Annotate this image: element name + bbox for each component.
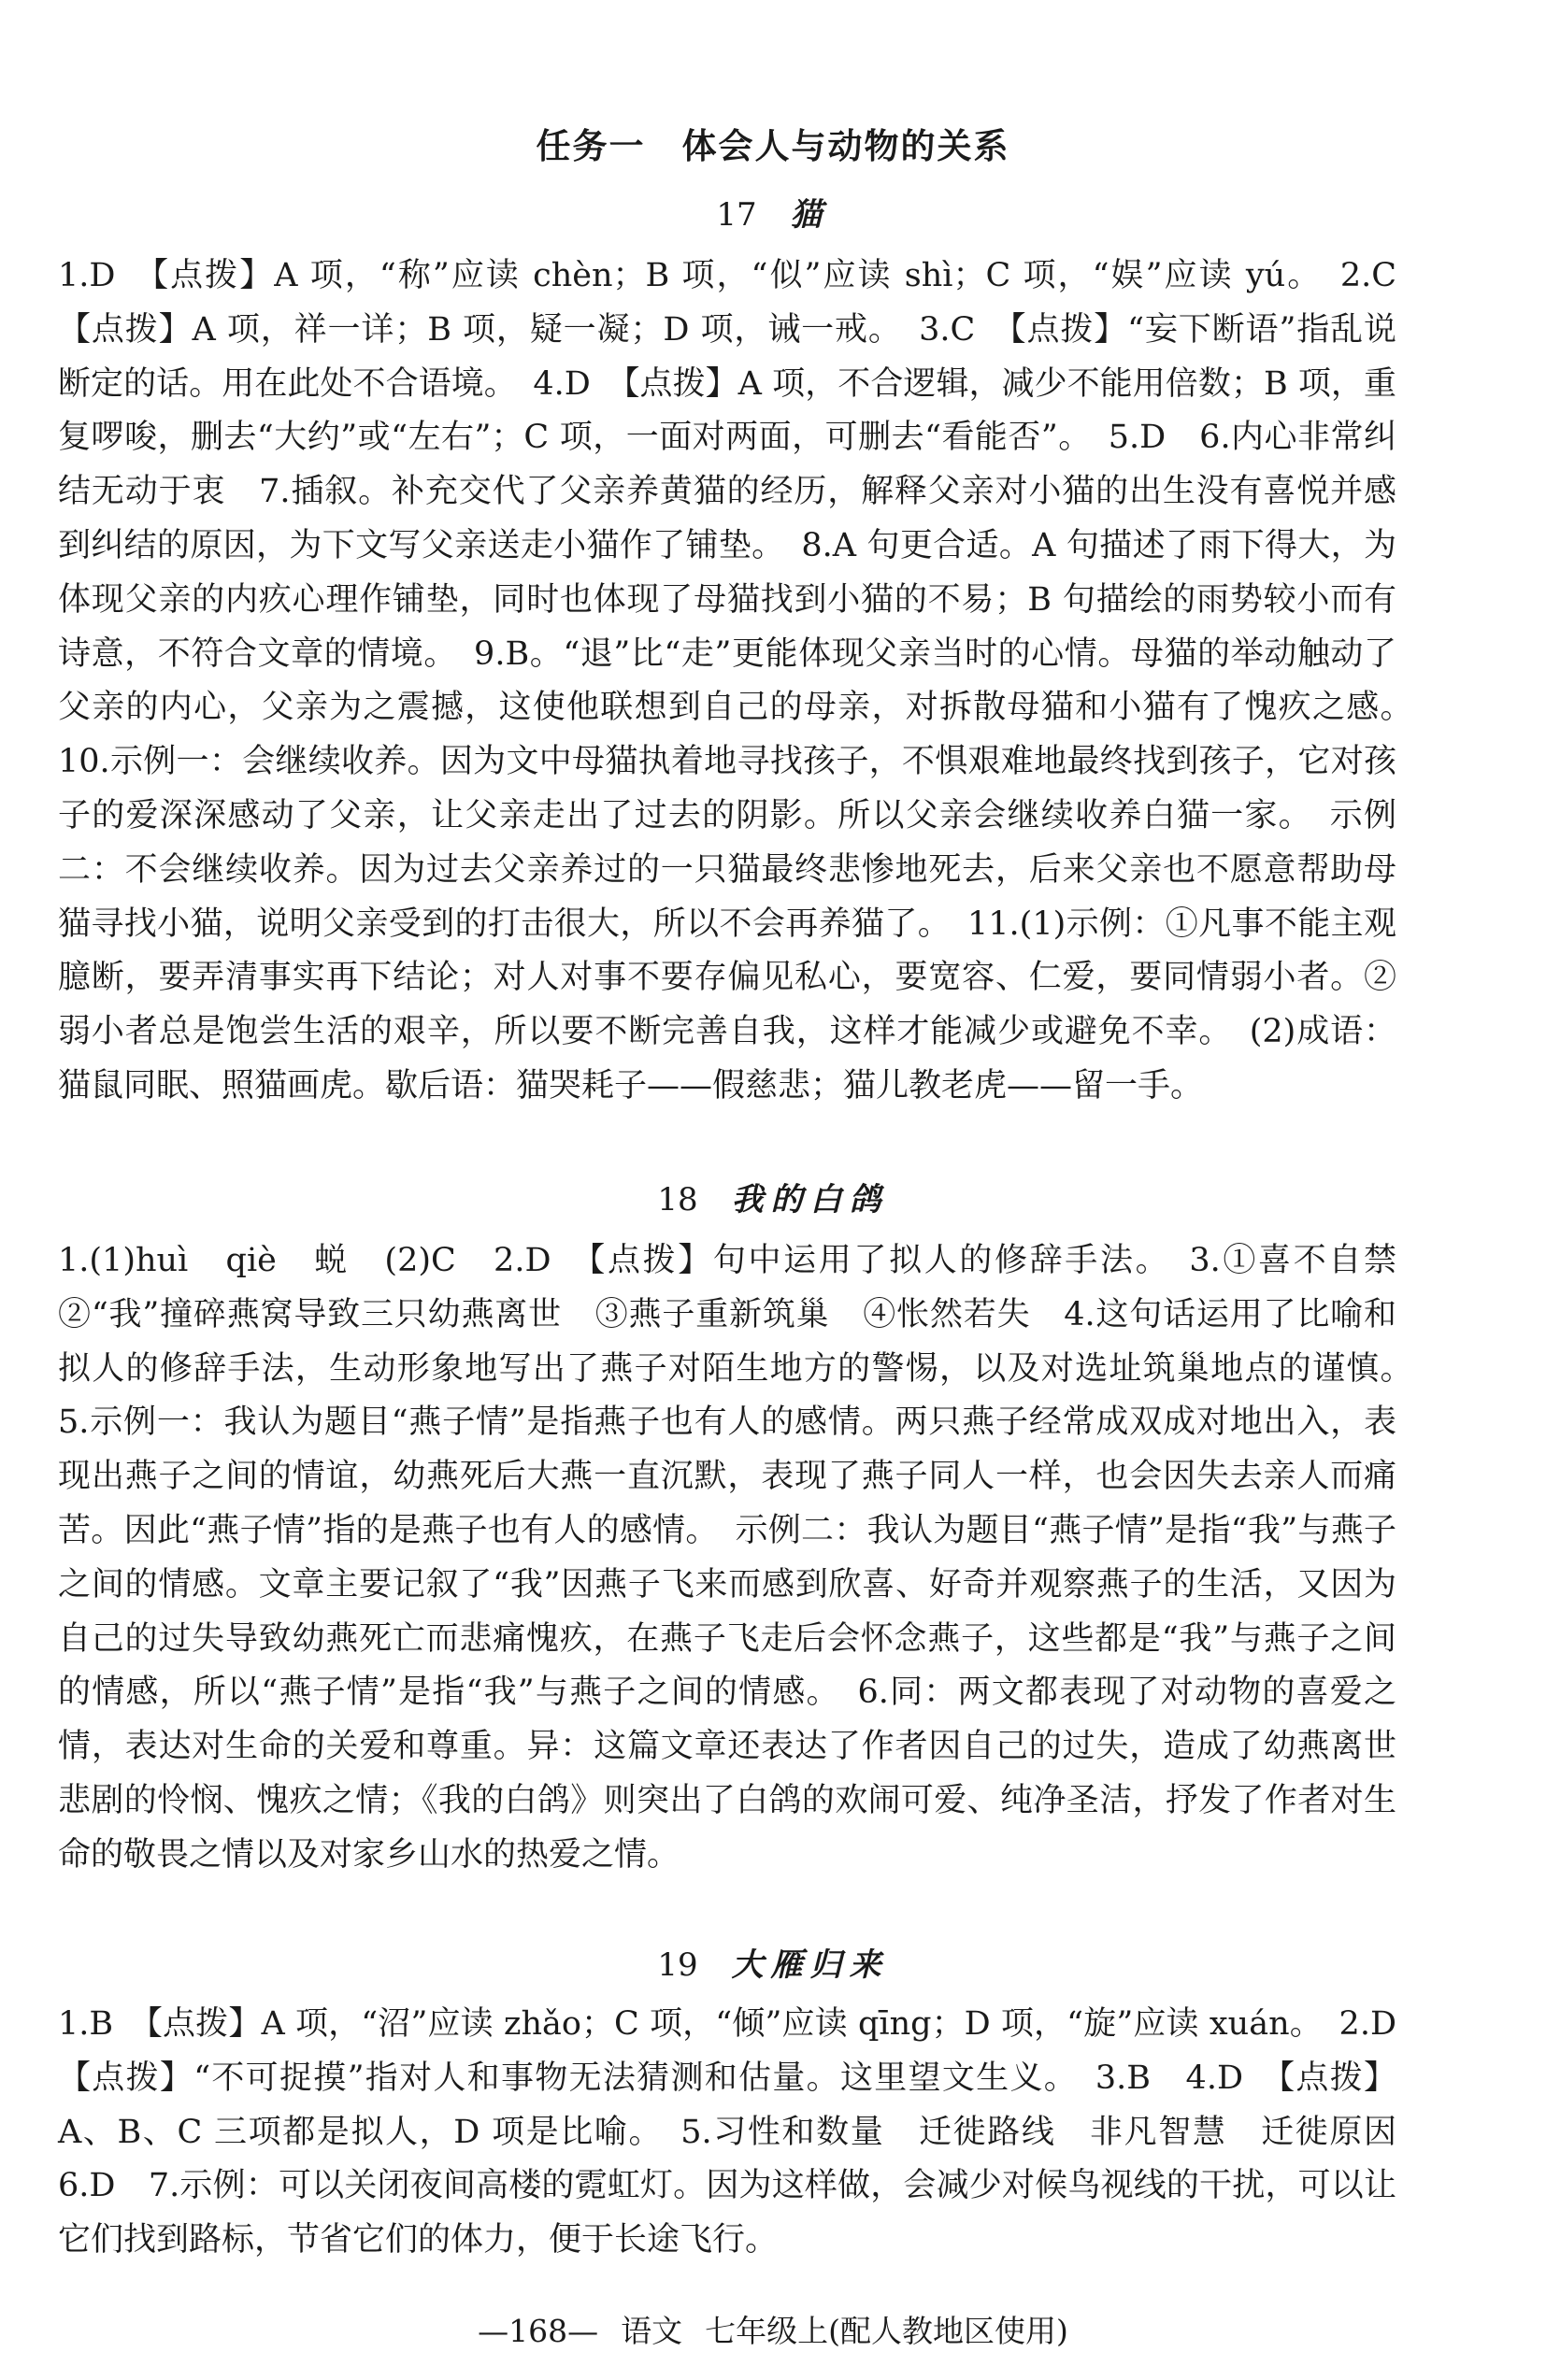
- footer-subject: 语文: [621, 2313, 683, 2349]
- footer-grade: 七年级上(配人教地区使用): [705, 2313, 1068, 2349]
- answer-text: 1.D 【点拨】A 项，“称”应读 chèn；B 项，“似”应读 shì；C 项，“娱”应读 yú。 2.C 【点拨】A 项，祥一详；B 项，疑一凝；D 项，诫一戒。 3.C 【点拨】“妄下断语”指乱说断定的话。用在此处不合语境。 4.D 【点拨】A 项，不合逻辑，减少不能用倍数；B 项，重复啰唆，删去“大约”或“左右”；C 项，一面对两面，可删去“看能否”。 5.D 6.内心非常纠结无动于衷 7.插叙。补充交代了父亲养黄猫的经历，解释父亲对小猫的出生没有喜悦并感到纠结的原因，为下文写父亲送走小猫作了铺垫。 8.A 句更合适。A 句描述了雨下得大，为体现父亲的内疚心理作铺垫，同时也体现了母猫找到小猫的不易；B 句描绘的雨势较小而有诗意，不符合文章的情境。 9.B。“退”比“走”更能体现父亲当时的心情。母猫的举动触动了父亲的内心，父亲为之震撼，这使他联想到自己的母亲，对拆散母猫和小猫有了愧疚之感。 10.示例一：会继续收养。因为文中母猫执着地寻找孩子，不惧艰难地最终找到孩子，它对孩子的爱深深感动了父亲，让父亲走出了过去的阴影。所以父亲会继续收养白猫一家。 示例二：不会继续收养。因为过去父亲养过的一只猫最终悲惨地死去，后来父亲也不愿意帮助母猫寻找小猫，说明父亲受到的打击很大，所以不会再养猫了。 11.(1)示例：①凡事不能主观臆断，要弄清事实再下结论；对人对事不要存偏见私心，要宽容、仁爱，要同情弱小者。②弱小者总是饱尝生活的艰辛，所以要不断完善自我，这样才能减少或避免不幸。 (2)成语：猫鼠同眠、照猫画虎。歇后语：猫哭耗子——假慈悲；猫儿教老虎——留一手。: [58, 257, 1430, 1104]
- section-heading-17: [0, 193, 1546, 236]
- section-heading-19: [0, 1944, 1546, 1987]
- page-footer: [0, 2312, 1546, 2351]
- task-title: 任务一 体会人与动物的关系: [536, 126, 1010, 166]
- section-number: 18: [657, 1181, 698, 1219]
- section-number: 19: [657, 1946, 698, 1984]
- answer-text: 1.B 【点拨】A 项，“沼”应读 zhǎo；C 项，“倾”应读 qīng；D 项，“旋”应读 xuán。 2.D 【点拨】“不可捉摸”指对人和事物无法猜测和估量。这里望文生义。 3.B 4.D 【点拨】A、B、C 三项都是拟人，D 项是比喻。 5.习性和数量 迁徙路线 非凡智慧 迁徙原因 6.D 7.示例：可以关闭夜间高楼的霓虹灯。因为这样做，会减少对候鸟视线的干扰，可以让它们找到路标，节省它们的体力，便于长途飞行。: [58, 2005, 1430, 2259]
- section-answers-18: [58, 1234, 1430, 1883]
- section-number: 17: [716, 196, 757, 234]
- page-number: —168—: [478, 2313, 599, 2349]
- section-name: 大雁归来: [731, 1946, 889, 1984]
- section-answers-17: [58, 249, 1430, 1114]
- answer-text: 1.(1)huì qiè 蜕 (2)C 2.D 【点拨】句中运用了拟人的修辞手法。 3.①喜不自禁 ②“我”撞碎燕窝导致三只幼燕离世 ③燕子重新筑巢 ④怅然若失 4.这句话运用了比喻和拟人的修辞手法，生动形象地写出了燕子对陌生地方的警惕，以及对选址筑巢地点的谨慎。 5.示例一：我认为题目“燕子情”是指燕子也有人的感情。两只燕子经常成双成对地出入，表现出燕子之间的情谊，幼燕死后大燕一直沉默，表现了燕子同人一样，也会因失去亲人而痛苦。因此“燕子情”指的是燕子也有人的感情。 示例二：我认为题目“燕子情”是指“我”与燕子之间的情感。文章主要记叙了“我”因燕子飞来而感到欣喜、好奇并观察燕子的生活，又因为自己的过失导致幼燕死亡而悲痛愧疚，在燕子飞走后会怀念燕子，这些都是“我”与燕子之间的情感，所以“燕子情”是指“我”与燕子之间的情感。 6.同：两文都表现了对动物的喜爱之情，表达对生命的关爱和尊重。异：这篇文章还表达了作者因自己的过失，造成了幼燕离世悲剧的怜悯、愧疚之情；《我的白鸽》则突出了白鸽的欢闹可爱、纯净圣洁，抒发了作者对生命的敬畏之情以及对家乡山水的热爱之情。: [58, 1242, 1430, 1874]
- section-name: 我的白鸽: [731, 1181, 889, 1219]
- section-name: 猫: [790, 196, 830, 234]
- section-heading-18: [0, 1178, 1546, 1221]
- section-answers-19: [58, 1998, 1430, 2268]
